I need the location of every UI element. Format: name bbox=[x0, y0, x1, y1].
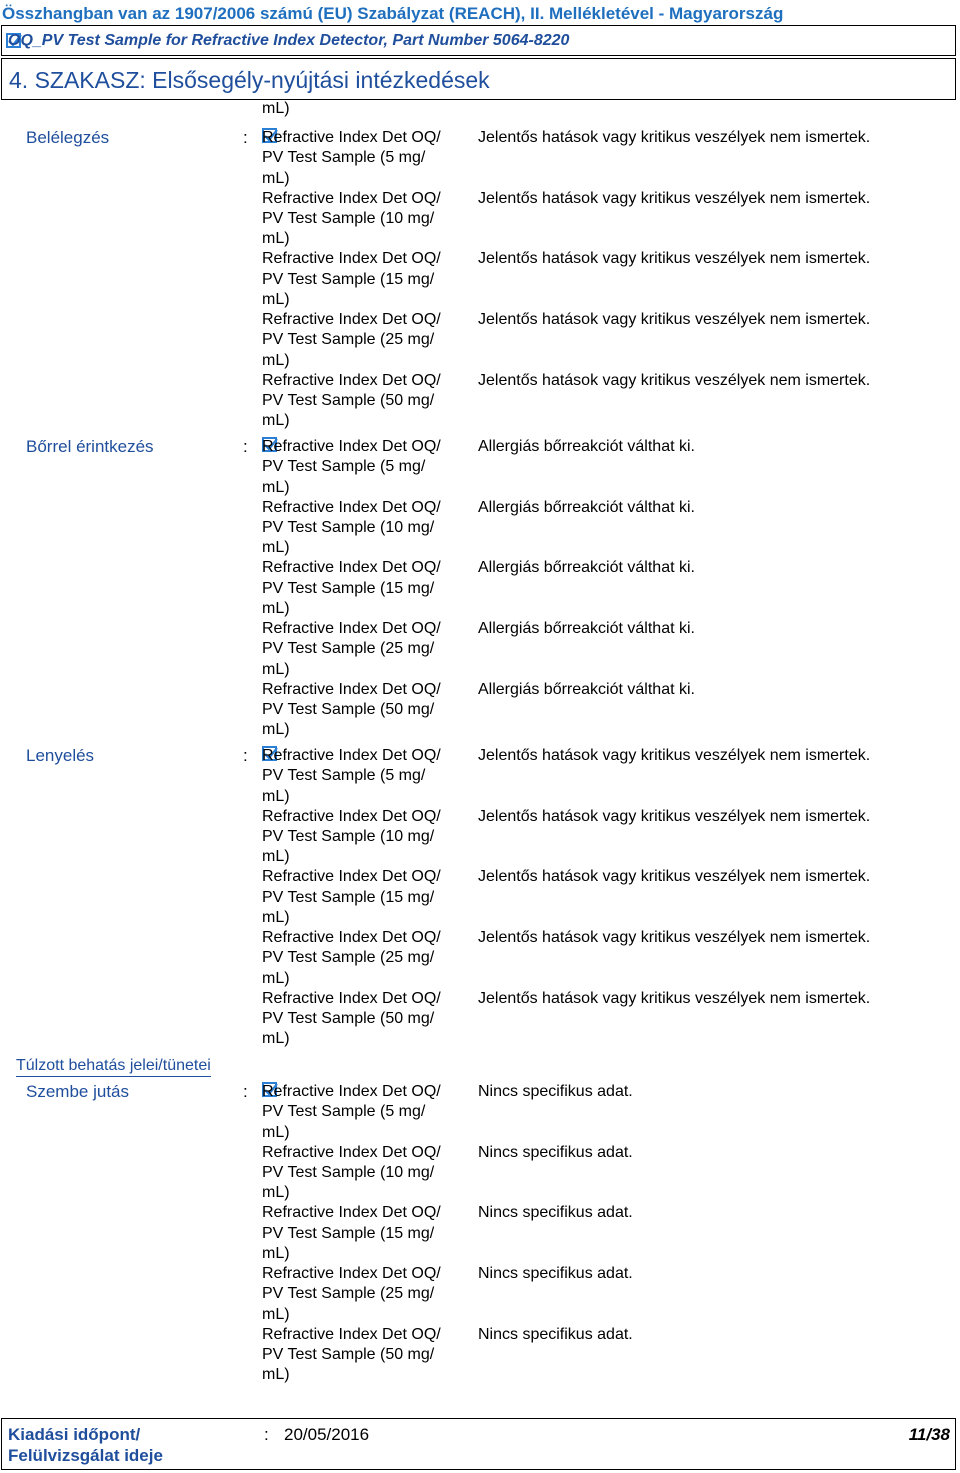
product-variant: Refractive Index Det OQ/ PV Test Sample (25 mg/ mL) bbox=[262, 1265, 441, 1323]
entry-row bbox=[0, 189, 960, 249]
label-colon: : bbox=[243, 1082, 248, 1101]
entry-row bbox=[0, 1082, 960, 1142]
entry-row bbox=[0, 746, 960, 806]
product-variant: Refractive Index Det OQ/ PV Test Sample (15 mg/ mL) bbox=[262, 1204, 441, 1262]
entry-row bbox=[0, 1143, 960, 1203]
entry-row bbox=[0, 680, 960, 740]
entry-row bbox=[0, 807, 960, 867]
product-variant: Refractive Index Det OQ/ PV Test Sample (10 mg/ mL) bbox=[262, 807, 441, 866]
entry-row bbox=[0, 928, 960, 988]
product-variant: Refractive Index Det OQ/ PV Test Sample (25 mg/ mL) bbox=[262, 311, 441, 369]
section-header bbox=[1, 58, 956, 100]
product-name: OQ_PV Test Sample for Refractive Index Detector, Part Number 5064-8220 bbox=[8, 32, 570, 49]
product-variant: Refractive Index Det OQ/ PV Test Sample (15 mg/ mL) bbox=[262, 868, 441, 926]
footer-colon: : bbox=[264, 1425, 269, 1444]
effect-text: Jelentős hatások vagy kritikus veszélyek nem ismertek. bbox=[478, 311, 871, 329]
effect-text: Allergiás bőrreakciót válthat ki. bbox=[478, 438, 695, 455]
entry-row bbox=[0, 619, 960, 679]
product-variant: Refractive Index Det OQ/ PV Test Sample (10 mg/ mL) bbox=[262, 189, 441, 248]
entry-row bbox=[0, 128, 960, 188]
effect-text: Nincs specifikus adat. bbox=[478, 1204, 633, 1222]
issue-date-label: Kiadási időpont/ bbox=[8, 1425, 141, 1444]
group-label: Bőrrel érintkezés bbox=[26, 437, 154, 456]
page-number: 11/38 bbox=[908, 1425, 950, 1444]
effect-text: Jelentős hatások vagy kritikus veszélyek nem ismertek. bbox=[478, 989, 871, 1007]
effect-text: Allergiás bőrreakciót válthat ki. bbox=[478, 559, 695, 577]
entry-row bbox=[0, 1264, 960, 1324]
product-variant: Refractive Index Det OQ/ PV Test Sample (5 mg/ mL) bbox=[262, 438, 441, 496]
group-label: Lenyelés bbox=[26, 746, 95, 765]
entry-row bbox=[0, 249, 960, 309]
issue-date-value: 20/05/2016 bbox=[284, 1425, 370, 1444]
footer bbox=[1, 1418, 956, 1470]
entry-row bbox=[0, 310, 960, 370]
product-variant: Refractive Index Det OQ/ PV Test Sample (5 mg/ mL) bbox=[262, 1083, 441, 1141]
product-name-box bbox=[1, 25, 956, 56]
continuation-text: mL) bbox=[262, 100, 290, 117]
subheading-symptoms: Túlzott behatás jelei/tünetei bbox=[16, 1056, 211, 1077]
entry-row bbox=[0, 371, 960, 431]
effect-text: Jelentős hatások vagy kritikus veszélyek nem ismertek. bbox=[478, 371, 871, 389]
effect-text: Nincs specifikus adat. bbox=[478, 1265, 633, 1283]
effect-text: Jelentős hatások vagy kritikus veszélyek nem ismertek. bbox=[478, 189, 871, 207]
entry-row bbox=[0, 1325, 960, 1385]
label-colon: : bbox=[243, 128, 248, 147]
product-variant: Refractive Index Det OQ/ PV Test Sample (25 mg/ mL) bbox=[262, 620, 441, 678]
entry-row bbox=[0, 867, 960, 927]
product-variant: Refractive Index Det OQ/ PV Test Sample (50 mg/ mL) bbox=[262, 371, 441, 430]
product-variant: Refractive Index Det OQ/ PV Test Sample (15 mg/ mL) bbox=[262, 559, 441, 617]
effect-text: Nincs specifikus adat. bbox=[478, 1143, 633, 1161]
effect-text: Allergiás bőrreakciót válthat ki. bbox=[478, 680, 695, 698]
product-variant: Refractive Index Det OQ/ PV Test Sample (15 mg/ mL) bbox=[262, 250, 441, 308]
entry-row bbox=[0, 437, 960, 497]
product-variant: Refractive Index Det OQ/ PV Test Sample (25 mg/ mL) bbox=[262, 929, 441, 987]
product-variant: Refractive Index Det OQ/ PV Test Sample (5 mg/ mL) bbox=[262, 747, 441, 805]
label-colon: : bbox=[243, 746, 248, 765]
effect-text: Allergiás bőrreakciót válthat ki. bbox=[478, 498, 695, 516]
product-variant: Refractive Index Det OQ/ PV Test Sample (5 mg/ mL) bbox=[262, 129, 441, 187]
effect-text: Allergiás bőrreakciót válthat ki. bbox=[478, 620, 695, 638]
product-variant: Refractive Index Det OQ/ PV Test Sample (50 mg/ mL) bbox=[262, 989, 441, 1048]
revision-date-label: Felülvizsgálat ideje bbox=[8, 1446, 163, 1465]
effect-text: Jelentős hatások vagy kritikus veszélyek nem ismertek. bbox=[478, 868, 871, 886]
product-variant: Refractive Index Det OQ/ PV Test Sample (50 mg/ mL) bbox=[262, 680, 441, 739]
entry-row bbox=[0, 498, 960, 558]
effect-text: Jelentős hatások vagy kritikus veszélyek nem ismertek. bbox=[478, 929, 871, 947]
regulation-title: Összhangban van az 1907/2006 számú (EU) Szabályzat (REACH), II. Mellékletével - Magyarország bbox=[2, 4, 784, 23]
group-label: Szembe jutás bbox=[26, 1082, 129, 1101]
entry-row bbox=[0, 989, 960, 1049]
effect-text: Jelentős hatások vagy kritikus veszélyek nem ismertek. bbox=[478, 747, 871, 764]
effect-text: Jelentős hatások vagy kritikus veszélyek nem ismertek. bbox=[478, 250, 871, 268]
effect-text: Jelentős hatások vagy kritikus veszélyek nem ismertek. bbox=[478, 807, 871, 825]
product-variant: Refractive Index Det OQ/ PV Test Sample (10 mg/ mL) bbox=[262, 1143, 441, 1202]
product-variant: Refractive Index Det OQ/ PV Test Sample (50 mg/ mL) bbox=[262, 1325, 441, 1384]
effect-text: Jelentős hatások vagy kritikus veszélyek nem ismertek. bbox=[478, 129, 871, 146]
effect-text: Nincs specifikus adat. bbox=[478, 1325, 633, 1343]
product-variant: Refractive Index Det OQ/ PV Test Sample (10 mg/ mL) bbox=[262, 498, 441, 557]
group-label: Belélegzés bbox=[26, 128, 110, 147]
entry-row bbox=[0, 558, 960, 618]
entry-row bbox=[0, 1203, 960, 1263]
effect-text: Nincs specifikus adat. bbox=[478, 1083, 633, 1100]
section-title: 4. SZAKASZ: Elsősegély-nyújtási intézkedések bbox=[9, 67, 490, 93]
label-colon: : bbox=[243, 437, 248, 456]
